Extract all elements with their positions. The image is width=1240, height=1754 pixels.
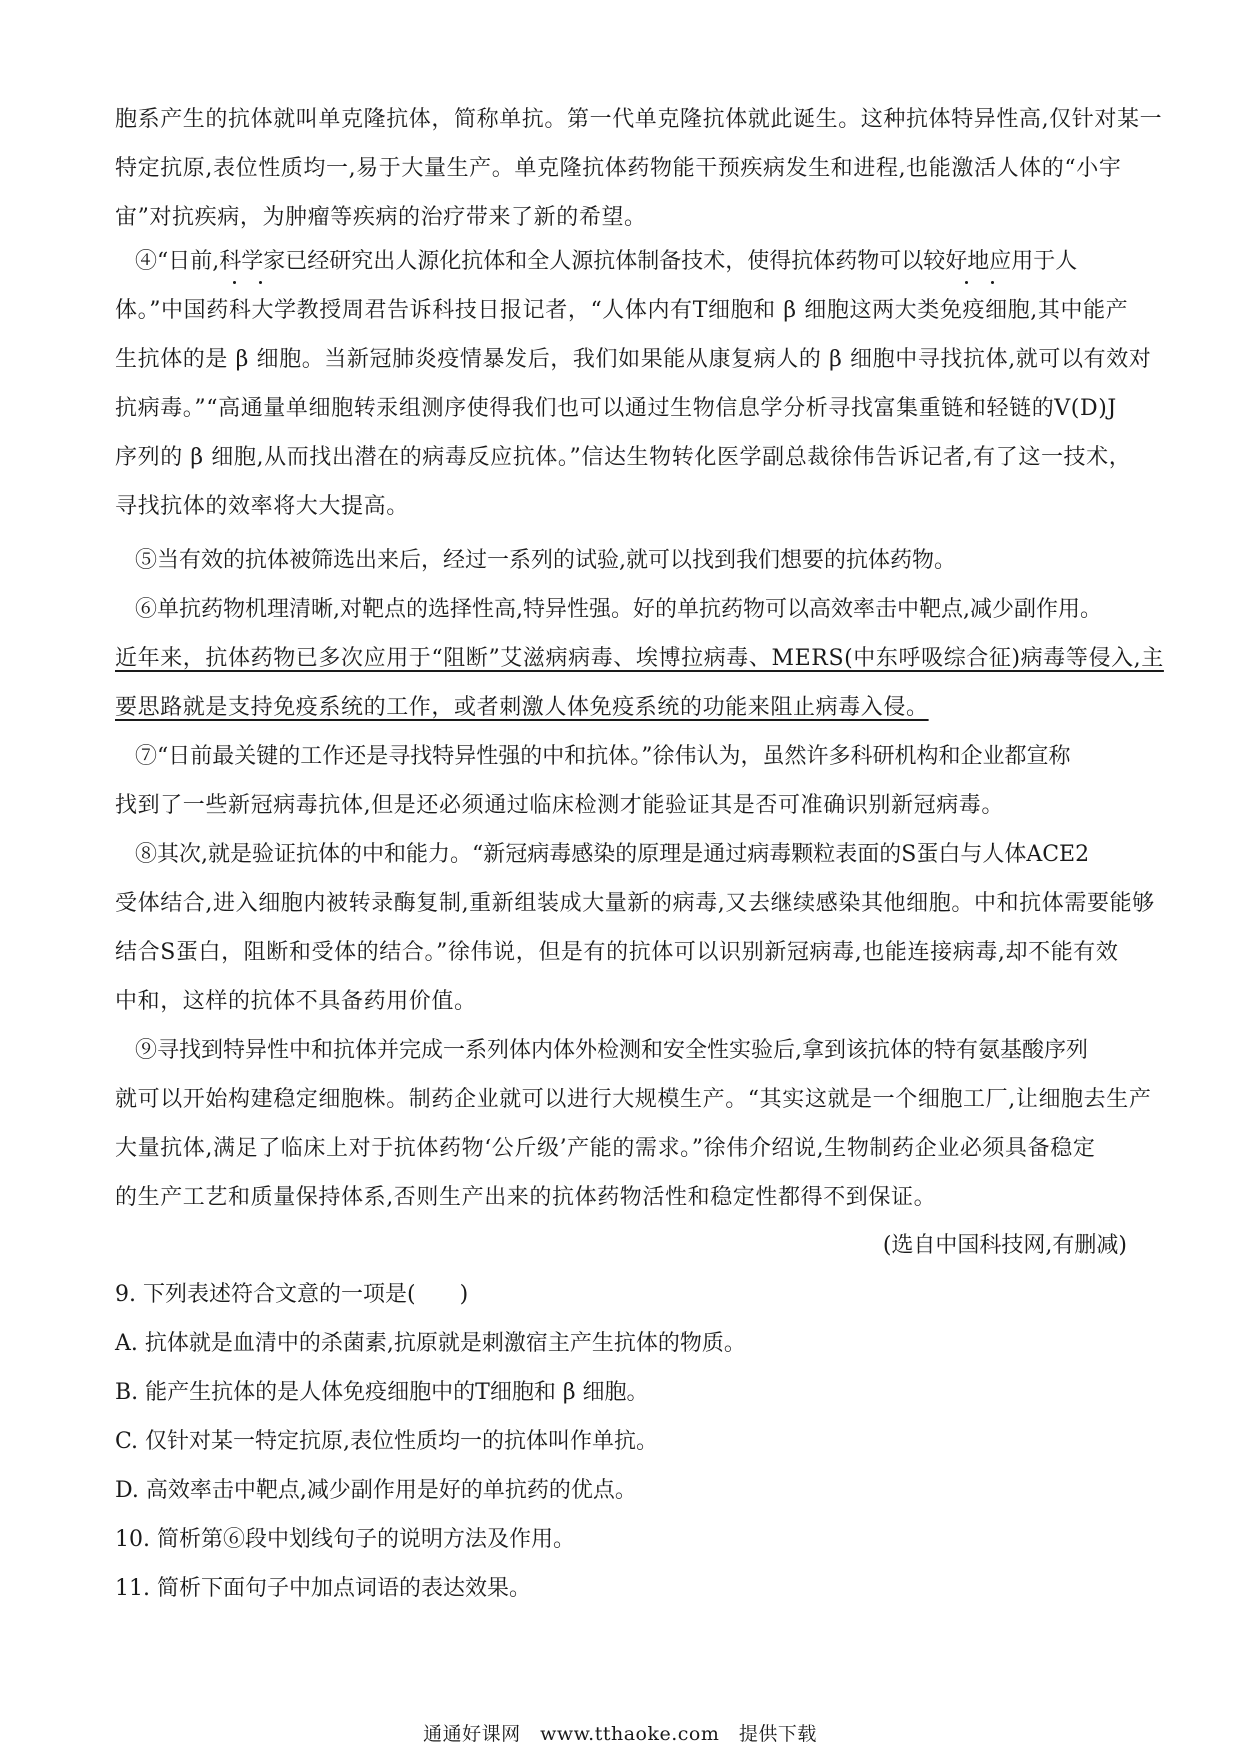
question-9-stem: 9. 下列表述符合文意的一项是( ): [115, 1282, 469, 1307]
question-9-option-a: A. 抗体就是血清中的杀菌素,抗原就是刺激宿主产生抗体的物质。: [115, 1331, 746, 1356]
paragraph-6-underlined-2: 要思路就是支持免疫系统的工作，或者刺激人体免疫系统的功能来阻止病毒入侵。: [115, 695, 929, 720]
paragraph-9-line-4: 的生产工艺和质量保持体系,否则生产出来的抗体药物活性和稳定性都得不到保证。: [115, 1185, 937, 1210]
question-9-option-d: D. 高效率击中靶点,减少副作用是好的单抗药的优点。: [115, 1478, 637, 1503]
question-10: 10. 简析第⑥段中划线句子的说明方法及作用。: [115, 1527, 575, 1552]
question-11: 11. 简析下面句子中加点词语的表达效果。: [115, 1576, 531, 1601]
paragraph-8-line-2: 受体结合,进入细胞内被转录酶复制,重新组装成大量新的病毒,又去继续感染其他细胞。中和抗体需要能够: [115, 891, 1155, 916]
paragraph-6-underlined-1: 近年来，抗体药物已多次应用于“阻断”艾滋病病毒、埃博拉病毒、MERS(中东呼吸综合征)病毒等侵入,主: [115, 646, 1164, 671]
paragraph-9-line-1: ⑨寻找到特异性中和抗体并完成一系列体内体外检测和安全性实验后,拿到该抗体的特有氨基酸序列: [135, 1038, 1088, 1063]
emphasis-dot: [965, 281, 968, 284]
paragraph-3-line-3: 宙”对抗疾病，为肿瘤等疾病的治疗带来了新的希望。: [115, 205, 647, 230]
paragraph-8-line-1: ⑧其次,就是验证抗体的中和能力。“新冠病毒感染的原理是通过病毒颗粒表面的S蛋白与人体ACE2: [135, 842, 1090, 867]
question-9-option-c: C. 仅针对某一特定抗原,表位性质均一的抗体叫作单抗。: [115, 1429, 659, 1454]
paragraph-4-line-2: 体。”中国药科大学教授周君告诉科技日报记者，“人体内有T细胞和 β 细胞这两大类免疫细胞,其中能产: [115, 298, 1129, 323]
page-footer: 通通好课网 www.tthaoke.com 提供下载: [423, 1723, 817, 1745]
source-note: (选自中国科技网,有删减): [882, 1233, 1127, 1258]
paragraph-8-line-4: 中和，这样的抗体不具备药用价值。: [115, 989, 477, 1014]
paragraph-4-line-3: 生抗体的是 β 细胞。当新冠肺炎疫情暴发后，我们如果能从康复病人的 β 细胞中寻找抗体,就可以有效对: [115, 347, 1152, 372]
emphasis-dot: [259, 281, 262, 284]
paragraph-7-line-1: ⑦“日前最关键的工作还是寻找特异性强的中和抗体。”徐伟认为，虽然许多科研机构和企业都宣称: [135, 744, 1071, 769]
paragraph-5: ⑤当有效的抗体被筛选出来后，经过一系列的试验,就可以找到我们想要的抗体药物。: [135, 548, 956, 573]
paragraph-4-line-5: 序列的 β 细胞,从而找出潜在的病毒反应抗体。”信达生物转化医学副总裁徐伟告诉记者,有了这一技术，: [115, 445, 1132, 470]
paragraph-9-line-3: 大量抗体,满足了临床上对于抗体药物‘公斤级’产能的需求。”徐伟介绍说,生物制药企业必须具备稳定: [115, 1136, 1096, 1161]
paragraph-4-line-1: ④“日前,科学家已经研究出人源化抗体和全人源抗体制备技术，使得抗体药物可以较好地应用于人: [135, 249, 1078, 274]
question-9-option-b: B. 能产生抗体的是人体免疫细胞中的T细胞和 β 细胞。: [115, 1380, 649, 1405]
paragraph-7-line-2: 找到了一些新冠病毒抗体,但是还必须通过临床检测才能验证其是否可准确识别新冠病毒。: [115, 793, 1004, 818]
paragraph-3-line-2: 特定抗原,表位性质均一,易于大量生产。单克隆抗体药物能干预疾病发生和进程,也能激活人体的“小宇: [115, 156, 1122, 181]
paragraph-6-line-1: ⑥单抗药物机理清晰,对靶点的选择性高,特异性强。好的单抗药物可以高效率击中靶点,减少副作用。: [135, 597, 1102, 622]
emphasis-dot: [233, 281, 236, 284]
paragraph-4-line-4: 抗病毒。”“高通量单细胞转汞组测序使得我们也可以通过生物信息学分析寻找富集重链和轻链的V(D)J: [115, 396, 1117, 421]
paragraph-8-line-3: 结合S蛋白，阻断和受体的结合。”徐伟说，但是有的抗体可以识别新冠病毒,也能连接病毒,却不能有效: [115, 940, 1119, 965]
emphasis-dot: [991, 281, 994, 284]
paragraph-9-line-2: 就可以开始构建稳定细胞株。制药企业就可以进行大规模生产。“其实这就是一个细胞工厂,让细胞去生产: [115, 1087, 1152, 1112]
paragraph-4-line-6: 寻找抗体的效率将大大提高。: [115, 494, 409, 519]
paragraph-3-line-1: 胞系产生的抗体就叫单克隆抗体，简称单抗。第一代单克隆抗体就此诞生。这种抗体特异性高,仅针对某一: [115, 107, 1163, 132]
